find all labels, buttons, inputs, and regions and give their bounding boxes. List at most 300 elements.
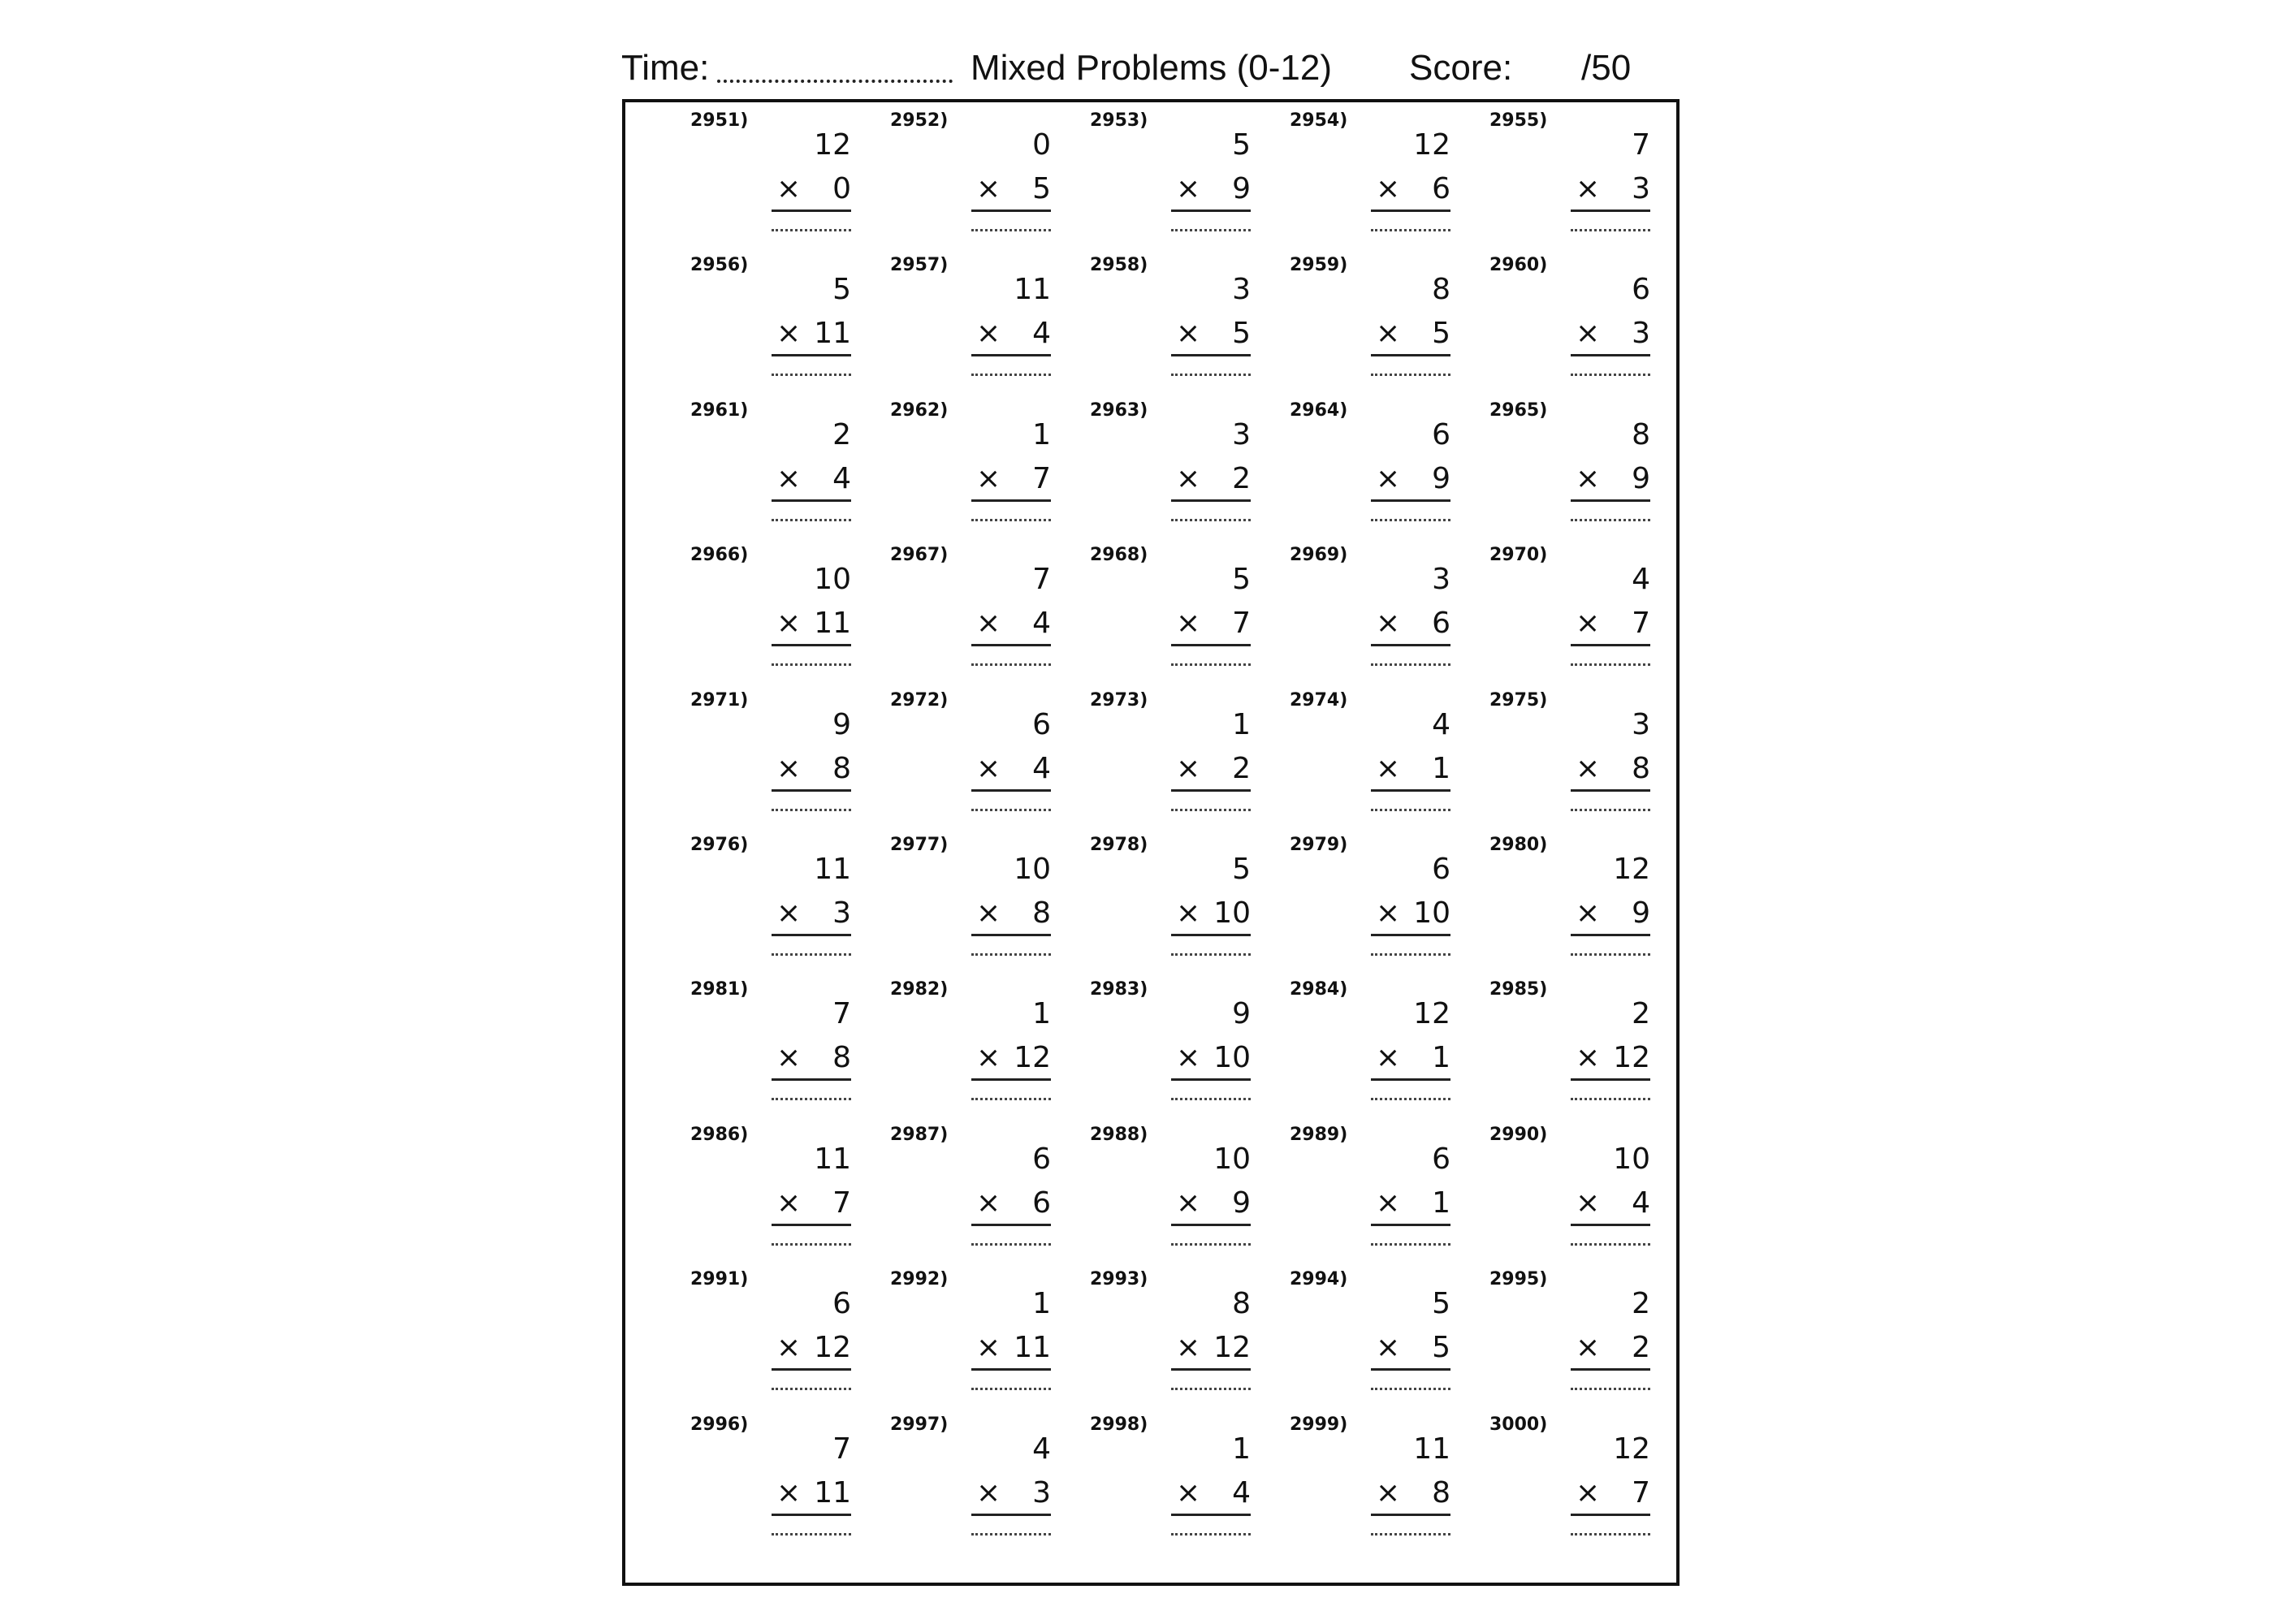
answer-line[interactable] [772,229,851,231]
bottom-operand: 4 [1032,607,1051,641]
multiply-sign: × [1176,1475,1201,1510]
top-operand: 11 [814,1142,851,1176]
answer-line[interactable] [1571,1098,1650,1100]
multiply-sign: × [1376,896,1401,930]
problem-row [690,543,1689,688]
top-operand: 8 [1232,1287,1251,1321]
problem-number: 2989) [1290,1124,1348,1145]
answer-line[interactable] [772,1533,851,1535]
answer-line[interactable] [1571,519,1650,521]
multiply-sign: × [776,1186,802,1220]
problem-number: 2971) [690,689,749,710]
top-operand: 4 [1032,1432,1051,1466]
multiply-sign: × [1576,751,1601,785]
problem-item [890,689,1090,833]
bottom-operand-line [971,172,1051,212]
problem-number: 2960) [1489,255,1548,276]
bottom-operand: 8 [1032,896,1051,930]
bottom-operand: 3 [1632,317,1650,351]
multiply-sign: × [976,896,1001,930]
answer-line[interactable] [772,663,851,666]
bottom-operand-line [1371,1476,1450,1516]
answer-line[interactable] [1171,519,1251,521]
bottom-operand: 6 [1432,172,1450,205]
top-operand: 6 [1032,1142,1051,1176]
problem-item [1290,1123,1489,1268]
problem-row [690,399,1689,543]
bottom-operand: 7 [832,1186,851,1220]
answer-line[interactable] [971,1098,1051,1100]
answer-line[interactable] [1171,1533,1251,1535]
bottom-operand-line [1371,752,1450,792]
multiply-sign: × [1376,172,1401,205]
bottom-operand-line [1371,462,1450,502]
problem-row [690,1123,1689,1268]
bottom-operand-line [1571,896,1650,936]
answer-line[interactable] [1171,809,1251,811]
top-operand: 3 [1432,563,1450,597]
problem-number: 2957) [890,255,949,276]
problem-item [890,109,1090,253]
multiply-sign: × [1576,1475,1601,1510]
bottom-operand: 9 [1232,1186,1251,1220]
bottom-operand-line [1571,752,1650,792]
top-operand: 3 [1232,273,1251,307]
multiply-sign: × [776,172,802,205]
bottom-operand: 8 [832,1041,851,1075]
answer-line[interactable] [772,953,851,956]
bottom-operand: 11 [1014,1331,1051,1365]
problem-number: 2956) [690,255,749,276]
bottom-operand-line [772,172,851,212]
bottom-operand: 4 [832,461,851,495]
bottom-operand-line [971,1041,1051,1081]
bottom-operand-line [1371,1041,1450,1081]
top-operand: 6 [1032,707,1051,741]
answer-line[interactable] [1571,1243,1650,1246]
answer-line[interactable] [1171,229,1251,231]
answer-line[interactable] [1171,1243,1251,1246]
problem-row [690,833,1689,978]
answer-line[interactable] [1371,229,1450,231]
multiply-sign: × [1576,317,1601,351]
answer-line[interactable] [971,663,1051,666]
bottom-operand: 5 [1032,172,1051,205]
problem-number: 2954) [1290,110,1348,131]
problem-item [1489,109,1689,253]
top-operand: 6 [832,1287,851,1321]
answer-line[interactable] [772,809,851,811]
problem-number: 2999) [1290,1414,1348,1435]
problem-item [690,1123,890,1268]
bottom-operand: 2 [1632,1331,1650,1365]
answer-line[interactable] [971,809,1051,811]
top-operand: 6 [1432,1142,1450,1176]
bottom-operand-line [772,607,851,646]
answer-line[interactable] [1171,953,1251,956]
bottom-operand: 5 [1432,317,1450,351]
problem-number: 2970) [1489,545,1548,566]
top-operand: 0 [1032,128,1051,162]
problem-number: 2969) [1290,545,1348,566]
bottom-operand: 10 [1413,896,1450,930]
bottom-operand-line [1371,317,1450,356]
answer-line[interactable] [1371,953,1450,956]
multiply-sign: × [776,317,802,351]
bottom-operand: 4 [1032,751,1051,785]
problem-item [1489,689,1689,833]
multiply-sign: × [1176,461,1201,495]
problem-item [1090,543,1290,688]
bottom-operand-line [1171,607,1251,646]
top-operand: 3 [1632,707,1650,741]
multiply-sign: × [1376,1041,1401,1075]
answer-line[interactable] [971,953,1051,956]
problem-number: 2980) [1489,834,1548,855]
top-operand: 4 [1432,707,1450,741]
problem-item [1290,833,1489,978]
problem-item [1290,1413,1489,1557]
problem-item [1290,1268,1489,1412]
problem-item [690,109,890,253]
bottom-operand-line [971,1331,1051,1371]
bottom-operand: 3 [1032,1475,1051,1510]
bottom-operand: 1 [1432,751,1450,785]
problem-number: 2952) [890,110,949,131]
problem-item [1090,1268,1290,1412]
problem-item [690,689,890,833]
problem-item [1290,253,1489,398]
bottom-operand-line [971,1186,1051,1226]
problem-grid [690,109,1689,1557]
problem-item [1090,399,1290,543]
problem-number: 2978) [1090,834,1148,855]
top-operand: 2 [1632,997,1650,1031]
problem-number: 2974) [1290,689,1348,710]
multiply-sign: × [1176,1041,1201,1075]
problem-item [1489,543,1689,688]
multiply-sign: × [1576,172,1601,205]
problem-item [1290,978,1489,1122]
bottom-operand-line [772,317,851,356]
answer-line[interactable] [1371,519,1450,521]
multiply-sign: × [1376,607,1401,641]
top-operand: 12 [1413,128,1450,162]
answer-line[interactable] [772,1243,851,1246]
top-operand: 6 [1432,417,1450,451]
problem-row [690,978,1689,1122]
top-operand: 7 [1632,128,1650,162]
problem-item [890,978,1090,1122]
multiply-sign: × [776,461,802,495]
time-label: Time: [621,48,710,88]
problem-number: 2958) [1090,255,1148,276]
top-operand: 11 [814,852,851,886]
bottom-operand-line [772,462,851,502]
answer-line[interactable] [772,1098,851,1100]
problem-item [1489,1413,1689,1557]
problem-number: 2959) [1290,255,1348,276]
top-operand: 7 [832,1432,851,1466]
multiply-sign: × [1576,1041,1601,1075]
bottom-operand: 2 [1232,751,1251,785]
problem-number: 2988) [1090,1124,1148,1145]
multiply-sign: × [1376,751,1401,785]
answer-line[interactable] [1171,374,1251,376]
top-operand: 8 [1432,273,1450,307]
problem-item [690,1413,890,1557]
answer-line[interactable] [971,229,1051,231]
problem-item [1489,1268,1689,1412]
bottom-operand: 8 [832,751,851,785]
multiply-sign: × [1576,1331,1601,1365]
bottom-operand-line [1571,1041,1650,1081]
problem-number: 2953) [1090,110,1148,131]
answer-line[interactable] [1571,374,1650,376]
multiply-sign: × [776,751,802,785]
bottom-operand-line [971,317,1051,356]
problem-item [1290,689,1489,833]
answer-line[interactable] [1371,374,1450,376]
multiply-sign: × [776,607,802,641]
multiply-sign: × [1176,1186,1201,1220]
bottom-operand-line [772,1476,851,1516]
time-answer-line[interactable] [717,41,953,83]
problem-number: 2968) [1090,545,1148,566]
bottom-operand: 5 [1432,1331,1450,1365]
top-operand: 10 [814,563,851,597]
answer-line[interactable] [1571,1533,1650,1535]
bottom-operand-line [772,1041,851,1081]
top-operand: 5 [1232,852,1251,886]
bottom-operand-line [1371,172,1450,212]
answer-line[interactable] [1371,809,1450,811]
bottom-operand: 6 [1032,1186,1051,1220]
bottom-operand-line [772,1186,851,1226]
problem-item [890,543,1090,688]
answer-line[interactable] [971,1533,1051,1535]
top-operand: 2 [832,417,851,451]
top-operand: 3 [1232,417,1251,451]
problem-row [690,1268,1689,1412]
top-operand: 8 [1632,417,1650,451]
problem-number: 2967) [890,545,949,566]
bottom-operand-line [1171,752,1251,792]
bottom-operand: 4 [1032,317,1051,351]
answer-line[interactable] [1571,953,1650,956]
problem-number: 2966) [690,545,749,566]
multiply-sign: × [976,1186,1001,1220]
bottom-operand-line [1571,1186,1650,1226]
bottom-operand: 1 [1432,1186,1450,1220]
bottom-operand-line [971,752,1051,792]
multiply-sign: × [1376,317,1401,351]
problem-item [1290,399,1489,543]
answer-line[interactable] [1371,1533,1450,1535]
problem-number: 2987) [890,1124,949,1145]
top-operand: 2 [1632,1287,1650,1321]
bottom-operand-line [1571,1331,1650,1371]
bottom-operand: 12 [814,1331,851,1365]
worksheet-title: Mixed Problems (0-12) [971,48,1333,88]
bottom-operand-line [971,896,1051,936]
bottom-operand-line [772,1331,851,1371]
answer-line[interactable] [1571,229,1650,231]
worksheet-header [621,41,1641,96]
top-operand: 1 [1232,707,1251,741]
bottom-operand-line [1571,462,1650,502]
top-operand: 11 [1413,1432,1450,1466]
problem-row [690,253,1689,398]
score-total: /50 [1581,48,1632,88]
multiply-sign: × [776,1331,802,1365]
bottom-operand-line [1371,896,1450,936]
bottom-operand-line [1171,1476,1251,1516]
bottom-operand-line [1171,317,1251,356]
answer-line[interactable] [1371,1388,1450,1390]
answer-line[interactable] [971,519,1051,521]
problem-item [690,399,890,543]
answer-line[interactable] [772,374,851,376]
problem-number: 2979) [1290,834,1348,855]
multiply-sign: × [976,317,1001,351]
problem-item [1090,109,1290,253]
problem-item [1090,689,1290,833]
bottom-operand-line [1371,1331,1450,1371]
top-operand: 11 [1014,273,1051,307]
bottom-operand: 12 [1213,1331,1251,1365]
answer-line[interactable] [772,519,851,521]
top-operand: 1 [1032,997,1051,1031]
problem-number: 2976) [690,834,749,855]
problem-item [890,833,1090,978]
problem-number: 3000) [1489,1414,1548,1435]
problem-number: 2995) [1489,1269,1548,1290]
answer-line[interactable] [1371,663,1450,666]
problem-item [890,1123,1090,1268]
problem-number: 2955) [1489,110,1548,131]
problem-number: 2985) [1489,979,1548,1000]
answer-line[interactable] [1371,1098,1450,1100]
multiply-sign: × [776,1475,802,1510]
bottom-operand: 11 [814,1475,851,1510]
top-operand: 1 [1032,417,1051,451]
answer-line[interactable] [971,1243,1051,1246]
bottom-operand: 5 [1232,317,1251,351]
bottom-operand-line [1371,1186,1450,1226]
problem-item [1489,978,1689,1122]
problem-item [690,253,890,398]
top-operand: 10 [1613,1142,1650,1176]
problem-item [690,978,890,1122]
problem-item [890,1413,1090,1557]
bottom-operand-line [1171,1186,1251,1226]
problem-number: 2990) [1489,1124,1548,1145]
bottom-operand: 11 [814,317,851,351]
bottom-operand-line [1171,172,1251,212]
top-operand: 5 [1232,128,1251,162]
bottom-operand: 9 [1632,461,1650,495]
problem-item [1090,978,1290,1122]
problem-item [1489,253,1689,398]
bottom-operand: 7 [1032,461,1051,495]
top-operand: 1 [1032,1287,1051,1321]
top-operand: 5 [1232,563,1251,597]
answer-line[interactable] [1571,1388,1650,1390]
bottom-operand: 8 [1432,1475,1450,1510]
top-operand: 7 [1032,563,1051,597]
bottom-operand: 9 [1632,896,1650,930]
top-operand: 6 [1432,852,1450,886]
problem-number: 2982) [890,979,949,1000]
bottom-operand-line [1171,1331,1251,1371]
multiply-sign: × [1176,607,1201,641]
bottom-operand: 11 [814,607,851,641]
problem-number: 2972) [890,689,949,710]
problem-item [1090,1123,1290,1268]
problem-item [890,399,1090,543]
bottom-operand-line [1571,317,1650,356]
bottom-operand: 4 [1632,1186,1650,1220]
problem-item [690,1268,890,1412]
multiply-sign: × [976,751,1001,785]
bottom-operand: 6 [1432,607,1450,641]
problem-item [890,1268,1090,1412]
problem-item [1090,253,1290,398]
bottom-operand-line [772,752,851,792]
answer-line[interactable] [1171,1388,1251,1390]
problem-item [690,833,890,978]
top-operand: 12 [814,128,851,162]
top-operand: 5 [1432,1287,1450,1321]
answer-line[interactable] [1371,1243,1450,1246]
problem-sheet [622,99,1680,1586]
problem-item [1489,399,1689,543]
problem-number: 2981) [690,979,749,1000]
answer-line[interactable] [971,1388,1051,1390]
answer-line[interactable] [1571,663,1650,666]
problem-row [690,1413,1689,1557]
answer-line[interactable] [971,374,1051,376]
bottom-operand: 7 [1632,607,1650,641]
answer-line[interactable] [1571,809,1650,811]
bottom-operand-line [1371,607,1450,646]
bottom-operand: 9 [1232,172,1251,205]
top-operand: 7 [832,997,851,1031]
answer-line[interactable] [1171,1098,1251,1100]
multiply-sign: × [976,461,1001,495]
bottom-operand-line [1171,896,1251,936]
answer-line[interactable] [1171,663,1251,666]
multiply-sign: × [1176,1331,1201,1365]
problem-number: 2996) [690,1414,749,1435]
top-operand: 12 [1613,852,1650,886]
problem-item [1290,109,1489,253]
bottom-operand: 10 [1213,1041,1251,1075]
score-label: Score: [1409,48,1513,88]
problem-item [690,543,890,688]
problem-number: 2964) [1290,400,1348,421]
multiply-sign: × [776,1041,802,1075]
answer-line[interactable] [772,1388,851,1390]
multiply-sign: × [1176,172,1201,205]
problem-item [1489,1123,1689,1268]
multiply-sign: × [976,607,1001,641]
multiply-sign: × [1576,1186,1601,1220]
top-operand: 1 [1232,1432,1251,1466]
bottom-operand: 4 [1232,1475,1251,1510]
problem-number: 2984) [1290,979,1348,1000]
